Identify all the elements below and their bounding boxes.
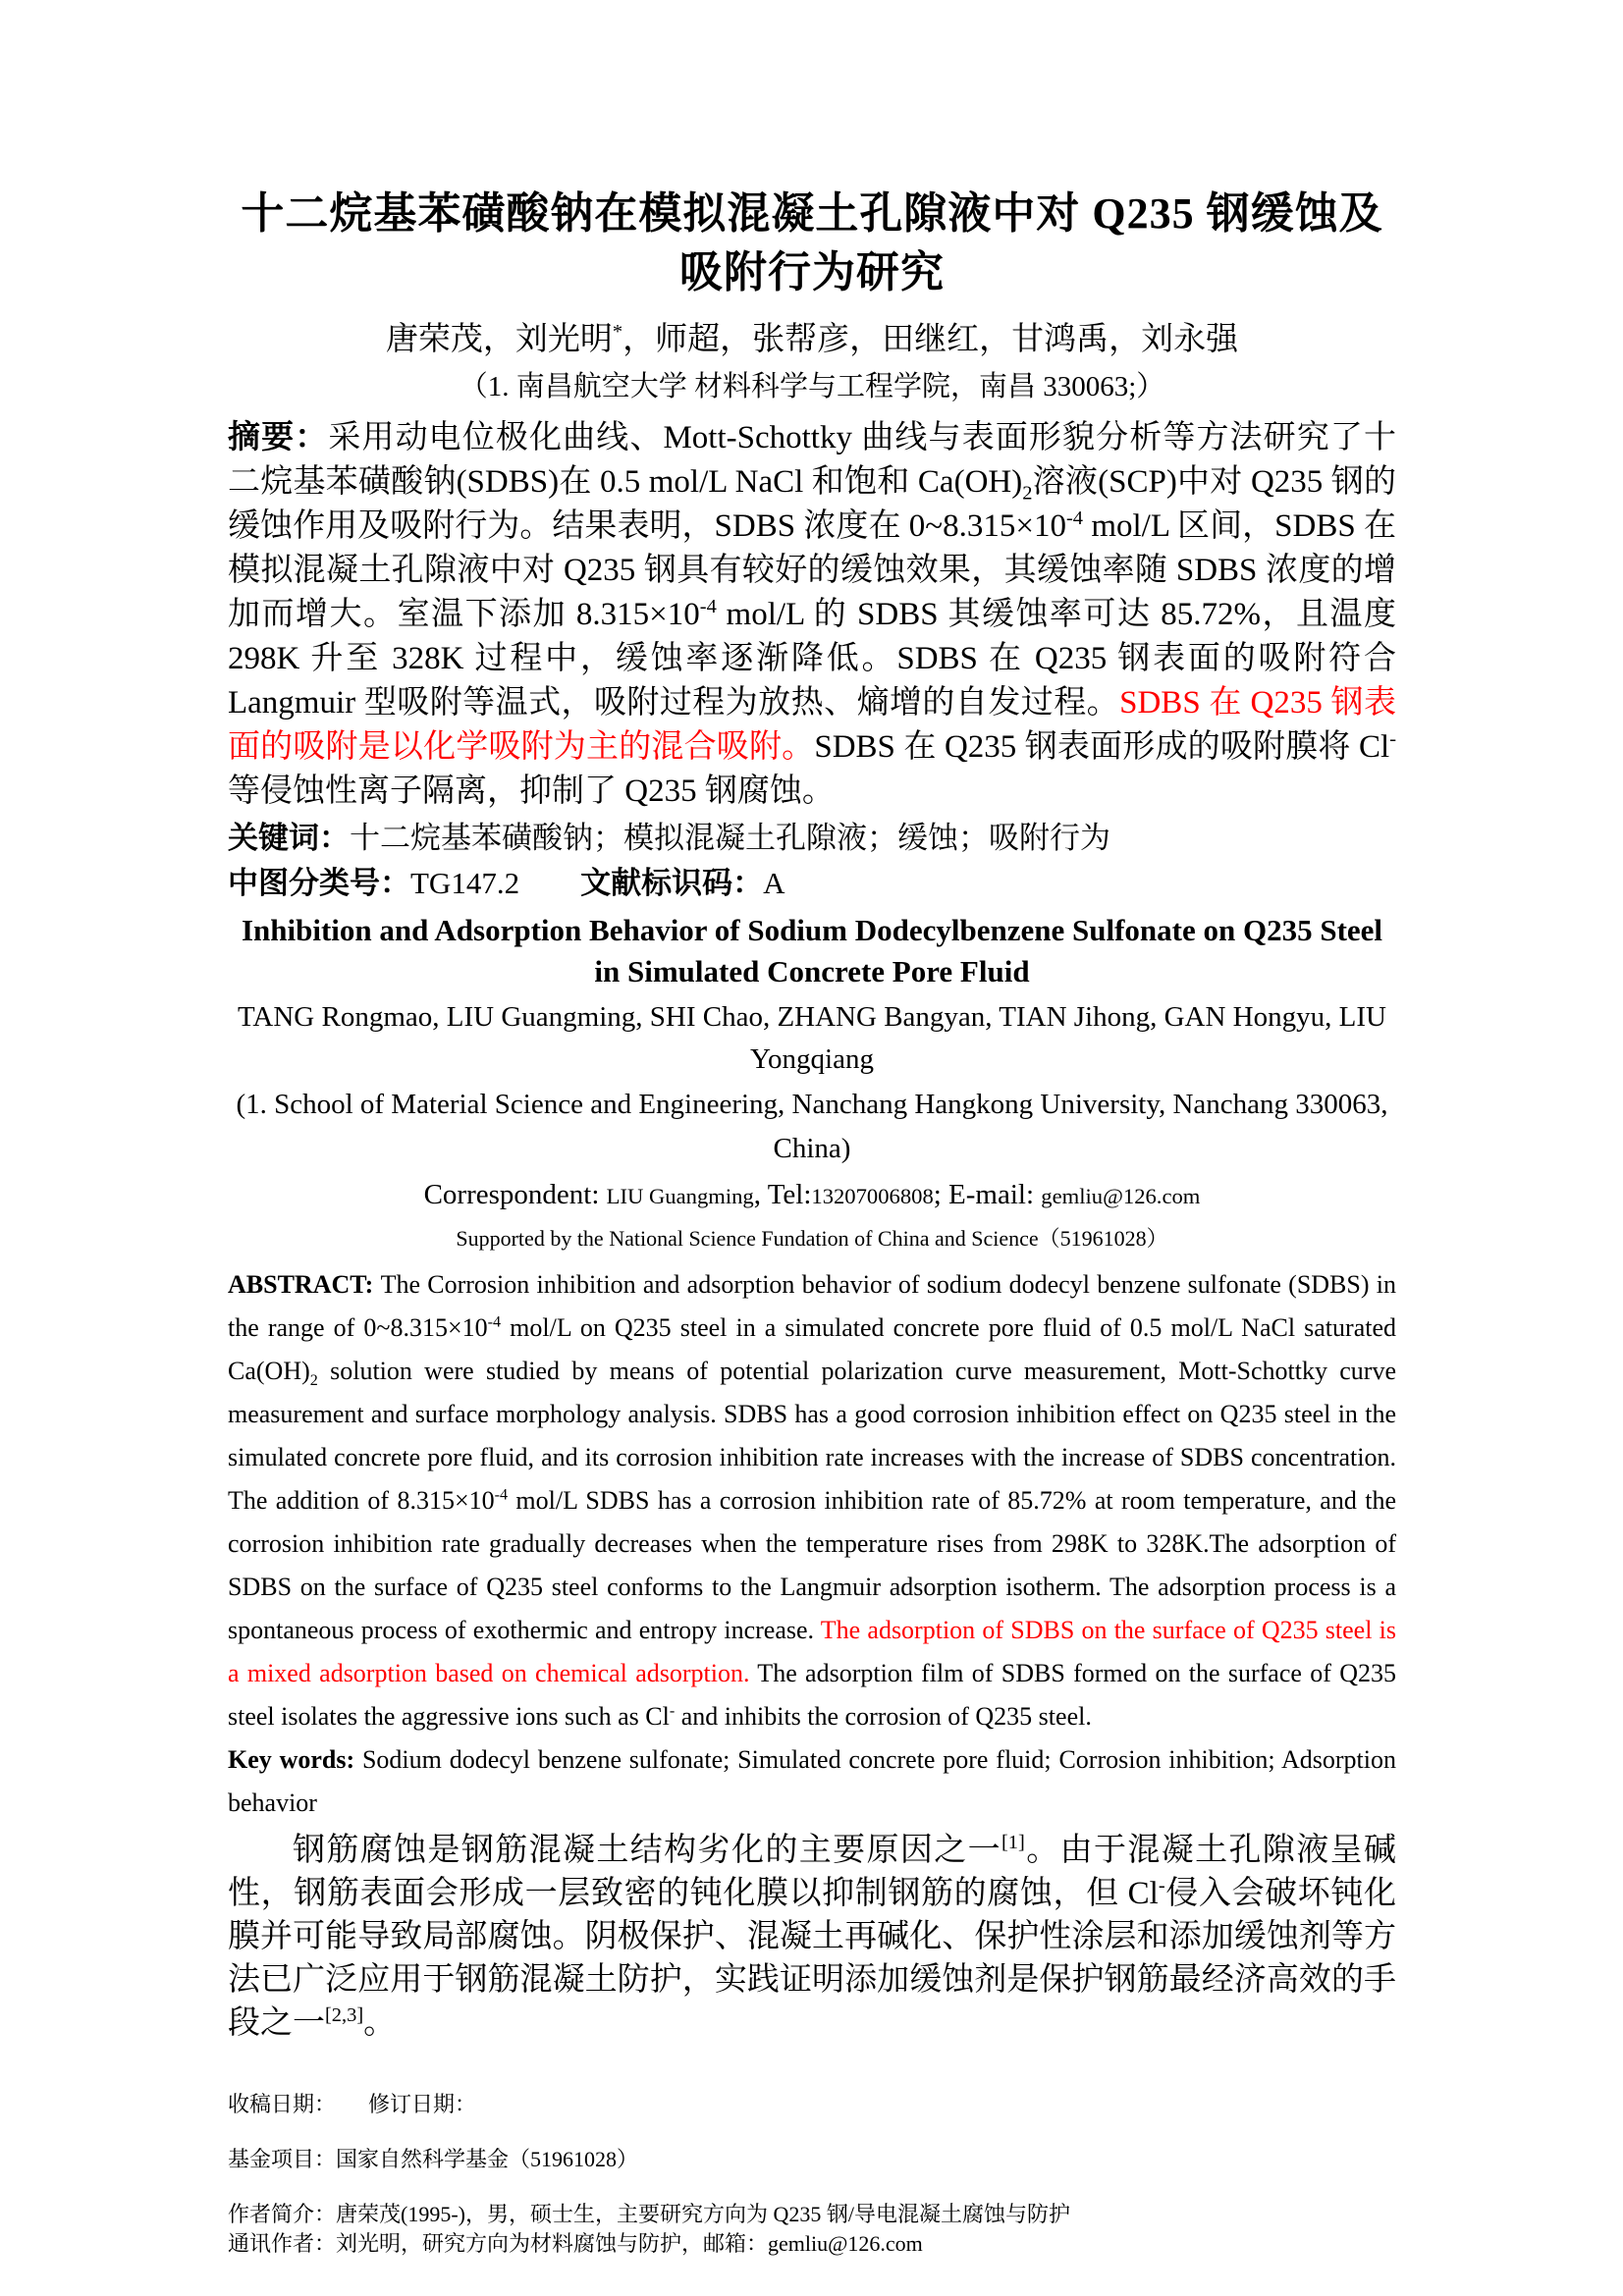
- intro-paragraph-cn: 钢筋腐蚀是钢筋混凝土结构劣化的主要原因之一[1]。由于混凝土孔隙液呈碱性，钢筋表面会形成一层致密的钝化膜以抑制钢筋的腐蚀，但 Cl-侵入会破坏钝化膜并可能导致局部腐蚀。阴极保护、混凝土再碱化、保护性涂层和添加缓蚀剂等方法已广泛应用于钢筋混凝土防护，实践证明添加缓蚀剂是保护钢筋最经济高效的手段之一[2,3]。: [228, 1832, 1397, 2041]
- keywords-en: Key words: Sodium dodecyl benzene sulfonate; Simulated concrete pore fluid; Corrosion inhibition; Adsorption behavior: [228, 1745, 1396, 1817]
- affiliation-en: (1. School of Material Science and Engineering, Nanchang Hangkong University, Nanchang 330063, China): [236, 1089, 1388, 1164]
- clc-classification-line: 中图分类号：TG147.2 文献标识码：A: [228, 866, 785, 900]
- abstract-cn: 摘要：采用动电位极化曲线、Mott-Schottky 曲线与表面形貌分析等方法研究了十二烷基苯磺酸钠(SDBS)在 0.5 mol/L NaCl 和饱和 $Ca(OH)_2$溶液(SCP)中对 Q235 钢的缓蚀作用及吸附行为。结果表明，SDBS 浓度在 $0\sim 8.315\times 10^{-4}$ mol/L 区间，SDBS 在模拟混凝土孔隙液中对 Q235 钢具有较好的缓蚀效果，其缓蚀率随 SDBS 浓度的增加而增大。室温下添加 $8.315\times 10^{-4}$ mol/L 的 SDBS 其缓蚀率可达 85.72%，且温度 298K 升至 328K 过程中，缓蚀率逐渐降低。SDBS 在 Q235 钢表面的吸附符合 Langmuir 型吸附等温式，吸附过程为放热、熵增的自发过程。SDBS 在 Q235 钢表面的吸附是以化学吸附为主的混合吸附。SDBS 在 Q235 钢表面形成的吸附膜将 Cl-等侵蚀性离子隔离，抑制了 Q235 钢腐蚀。: [228, 418, 1396, 809]
- footnote-received-date: 收稿日期： 修订日期：: [228, 2092, 477, 2116]
- footnote-fund-project: 基金项目：国家自然科学基金（51961028）: [228, 2147, 639, 2171]
- correspondent-line: Correspondent: LIU Guangming, Tel:13207006808; E-mail: gemliu@126.com: [423, 1179, 1201, 1210]
- footnote-corresponding-author: 通讯作者：刘光明，研究方向为材料腐蚀与防护，邮箱：gemliu@126.com: [228, 2231, 923, 2256]
- page-content: [228, 0, 1396, 2259]
- authors-en: TANG Rongmao, LIU Guangming, SHI Chao, ZHANG Bangyan, TIAN Jihong, GAN Hongyu, LIU Yongqiang: [238, 1001, 1386, 1075]
- footnote-author-bio: 作者简介：唐荣茂(1995-)，男，硕士生，主要研究方向为 Q235 钢/导电混凝土腐蚀与防护: [228, 2202, 1070, 2226]
- paper-title-cn: 十二烷基苯磺酸钠在模拟混凝土孔隙液中对 Q235 钢缓蚀及 吸附行为研究: [241, 189, 1383, 296]
- keywords-cn: 关键词：十二烷基苯磺酸钠；模拟混凝土孔隙液；缓蚀；吸附行为: [228, 821, 1110, 855]
- affiliation-cn: （1. 南昌航空大学 材料科学与工程学院，南昌 330063;）: [459, 371, 1165, 402]
- paper-title-en: Inhibition and Adsorption Behavior of Sodium Dodecylbenzene Sulfonate on Q235 Steel in Simulated Concrete Pore Fluid: [241, 913, 1383, 988]
- abstract-en: ABSTRACT: The Corrosion inhibition and adsorption behavior of sodium dodecyl benzene sulfonate (SDBS) in the range of $0\sim 8.315\times 10^{-4}$ mol/L on Q235 steel in a simulated concrete pore fluid of 0.5 mol/L NaCl saturated $Ca(OH)_2$ solution were studied by means of potential polarization curve measurement, Mott-Schottky curve measurement and surface morphology analysis. SDBS has a good corrosion inhibition effect on Q235 steel in the simulated concrete pore fluid, and its corrosion inhibition rate increases with the increase of SDBS concentration. The addition of $8.315\times 10^{-4}$ mol/L SDBS has a corrosion inhibition rate of 85.72% at room temperature, and the corrosion inhibition rate gradually decreases when the temperature rises from 298K to 328K.The adsorption of SDBS on the surface of Q235 steel conforms to the Langmuir adsorption isotherm. The adsorption process is a spontaneous process of exothermic and entropy increase. The adsorption of SDBS on the surface of Q235 steel is a mixed adsorption based on chemical adsorption. The adsorption film of SDBS formed on the surface of Q235 steel isolates the aggressive ions such as Cl- and inhibits the corrosion of Q235 steel.: [228, 1270, 1397, 1731]
- funding-support-note: Supported by the National Science Fundation of China and Science（51961028）: [456, 1226, 1168, 1251]
- authors-cn: 唐荣茂，刘光明*，师超，张帮彦，田继红，甘鸿禹，刘永强: [385, 321, 1239, 357]
